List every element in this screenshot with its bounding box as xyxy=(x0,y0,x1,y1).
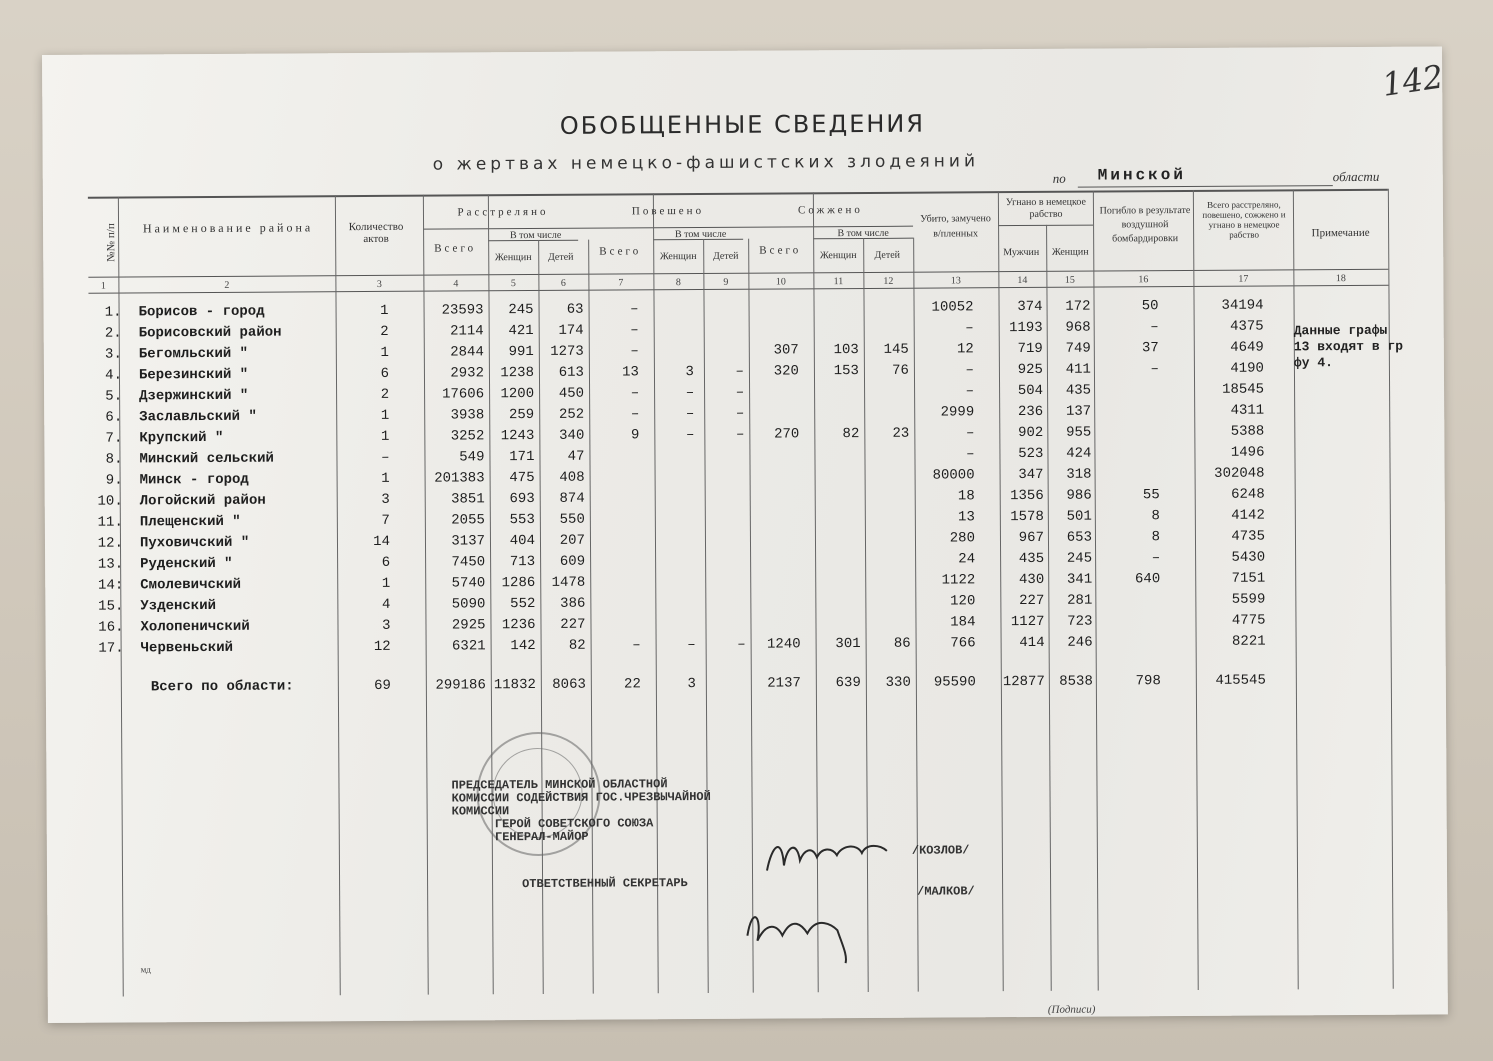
cell-b-total: 307 xyxy=(773,342,799,359)
cell-s-total: 3938 xyxy=(450,407,485,424)
column-number: 4 xyxy=(453,278,459,290)
oblast-prefix: по xyxy=(1052,170,1066,186)
secretary-title: ОТВЕТСТВЕННЫЙ СЕКРЕТАРЬ xyxy=(522,876,688,892)
column-number: 17 xyxy=(1238,273,1249,285)
cell-n: 5. xyxy=(105,388,123,405)
header-grand-total: Всего расстреляно, повешено, сожжено и угнано в немецкое рабство xyxy=(1202,199,1286,240)
column-number: 1 xyxy=(100,280,106,292)
cell-killed: 1122 xyxy=(941,572,976,589)
cell-women: 137 xyxy=(1065,403,1092,420)
cell-s-w: 1200 xyxy=(500,386,535,403)
header-killed: Убито, замучено в/пленных xyxy=(920,213,991,240)
cell-total: 302048 xyxy=(1214,465,1265,482)
cell-killed: 24 xyxy=(958,551,976,568)
cell-women: 411 xyxy=(1065,361,1091,378)
cell-women: 281 xyxy=(1067,592,1093,609)
cell-total: 5388 xyxy=(1230,423,1265,440)
cell-women: 246 xyxy=(1067,634,1093,651)
column-number: 10 xyxy=(775,276,786,288)
cell-n: 12. xyxy=(97,535,124,552)
cell-men: 374 xyxy=(1017,298,1043,316)
cell-h-c: – xyxy=(735,363,744,380)
column-number: 16 xyxy=(1138,274,1149,286)
cell-h-total: 13 xyxy=(622,364,639,381)
cell-s-c: 174 xyxy=(558,322,584,339)
cell-women: 986 xyxy=(1066,487,1092,504)
cell-total: 7151 xyxy=(1231,570,1266,587)
cell-killed: – xyxy=(965,425,975,442)
total-b-c: 330 xyxy=(885,674,911,691)
cell-men: 236 xyxy=(1017,403,1044,421)
table-grid xyxy=(42,46,1442,55)
cell-name: Смолевичский xyxy=(140,576,242,594)
total-killed: 95590 xyxy=(933,674,976,691)
cell-s-w: 1236 xyxy=(501,616,536,634)
cell-s-w: 404 xyxy=(509,532,536,550)
cell-women: 501 xyxy=(1066,508,1092,525)
cell-s-c: 386 xyxy=(560,595,586,612)
cell-s-total: 2114 xyxy=(450,323,484,340)
grid-column-line xyxy=(335,195,341,995)
cell-n: 4. xyxy=(105,367,123,384)
cell-name: Холопеничский xyxy=(140,618,250,636)
cell-n: 8. xyxy=(105,451,123,468)
cell-bomb: 50 xyxy=(1141,298,1159,315)
cell-men: 430 xyxy=(1018,571,1045,589)
header-hanged: Повешено xyxy=(631,204,705,218)
cell-s-total: 3252 xyxy=(450,428,485,445)
header-burned-incl: В том числе xyxy=(837,227,889,240)
chair-signature xyxy=(762,825,902,886)
header-men: Мужчин xyxy=(1003,246,1040,259)
cell-acts: 3 xyxy=(381,491,390,508)
cell-s-c: 609 xyxy=(559,553,586,570)
cell-name: Борисов - город xyxy=(138,303,265,321)
total-acts: 69 xyxy=(373,677,391,694)
cell-b-w: 82 xyxy=(842,426,860,443)
total-women: 8538 xyxy=(1059,673,1093,690)
cell-killed: 12 xyxy=(956,341,974,358)
cell-s-total: 2932 xyxy=(450,365,485,382)
cell-b-c: 145 xyxy=(883,341,909,358)
cell-s-c: 450 xyxy=(558,385,585,402)
header-burned-total: Всего xyxy=(759,244,802,257)
cell-n: 10. xyxy=(97,493,123,510)
cell-bomb: 37 xyxy=(1141,340,1159,357)
cell-women: 955 xyxy=(1066,424,1092,441)
cell-b-c: 86 xyxy=(893,635,911,652)
cell-total: 5599 xyxy=(1231,591,1266,608)
column-number: 18 xyxy=(1335,273,1346,285)
total-s-total: 299186 xyxy=(435,677,486,694)
signatures-caption: (Подписи) xyxy=(1047,1003,1096,1016)
cell-h-total: – xyxy=(632,637,641,654)
cell-total: 4311 xyxy=(1230,402,1265,419)
cell-total: 4142 xyxy=(1231,507,1265,524)
cell-total: 4775 xyxy=(1231,612,1266,629)
cell-killed: 80000 xyxy=(932,467,975,484)
cell-killed: 766 xyxy=(950,635,976,652)
cell-men: 523 xyxy=(1018,445,1044,463)
cell-s-w: 553 xyxy=(509,511,535,529)
cell-h-total: – xyxy=(630,406,640,423)
cell-total: 6248 xyxy=(1231,486,1265,503)
cell-s-c: 1478 xyxy=(551,574,586,591)
cell-s-w: 1238 xyxy=(500,365,535,382)
cell-s-w: 171 xyxy=(509,448,535,466)
cell-men: 925 xyxy=(1017,361,1043,379)
cell-h-w: 3 xyxy=(685,364,694,381)
cell-s-w: 475 xyxy=(509,469,535,487)
grid-column-line xyxy=(653,193,659,993)
cell-bomb: 55 xyxy=(1142,487,1160,504)
oblast-value: Минской xyxy=(1097,166,1187,185)
column-number: 7 xyxy=(618,277,624,289)
column-number: 15 xyxy=(1064,274,1075,286)
document-sheet xyxy=(42,46,1448,1023)
cell-men: 967 xyxy=(1018,529,1045,547)
cell-total: 4649 xyxy=(1230,339,1264,356)
cell-s-w: 1286 xyxy=(501,574,536,592)
cell-s-w: 991 xyxy=(508,344,534,361)
cell-s-c: 1273 xyxy=(550,343,584,360)
cell-n: 1. xyxy=(104,304,122,321)
cell-s-total: 6321 xyxy=(451,638,486,655)
total-b-total: 2137 xyxy=(767,675,801,692)
cell-name: Дзержинский " xyxy=(139,387,249,405)
cell-acts: 1 xyxy=(380,302,389,319)
cell-women: 318 xyxy=(1066,466,1092,483)
cell-bomb: 8 xyxy=(1151,529,1161,546)
cell-name: Березинский " xyxy=(138,366,249,384)
cell-s-c: 340 xyxy=(559,427,585,444)
cell-acts: 1 xyxy=(380,407,390,424)
total-h-w: 3 xyxy=(687,676,696,693)
column-number: 3 xyxy=(376,278,382,290)
cell-s-c: 874 xyxy=(559,490,585,507)
cell-killed: 184 xyxy=(950,614,976,631)
cell-b-total: 320 xyxy=(773,363,799,380)
cell-b-w: 153 xyxy=(833,363,859,380)
cell-women: 341 xyxy=(1066,571,1093,588)
cell-name: Руденский " xyxy=(140,555,233,573)
cell-name: Заславльский " xyxy=(139,408,257,426)
grid-column-line xyxy=(1388,189,1394,989)
cell-bomb: – xyxy=(1150,361,1159,378)
cell-acts: 2 xyxy=(380,386,390,403)
cell-women: 653 xyxy=(1066,529,1093,546)
cell-killed: – xyxy=(965,320,974,337)
cell-name: Бегомльский " xyxy=(138,345,249,363)
header-burned-women: Женщин xyxy=(819,250,857,262)
cell-name: Крупский " xyxy=(139,429,224,447)
header-hanged-children: Детей xyxy=(712,250,739,262)
header-burned-children: Детей xyxy=(874,249,901,261)
cell-h-c: – xyxy=(735,426,745,443)
cell-acts: 6 xyxy=(381,554,391,571)
cell-s-w: 552 xyxy=(510,595,536,613)
cell-name: Борисовский район xyxy=(138,324,282,342)
header-shot-children: Детей xyxy=(547,251,574,263)
cell-h-w: – xyxy=(685,427,695,444)
cell-women: 749 xyxy=(1065,340,1091,357)
cell-n: 11. xyxy=(97,514,123,531)
cell-h-total: 9 xyxy=(630,427,640,444)
cell-total: 5430 xyxy=(1231,549,1266,566)
column-number: 14 xyxy=(1017,274,1028,287)
cell-acts: – xyxy=(381,449,390,466)
cell-s-w: 713 xyxy=(509,553,536,571)
total-bomb: 798 xyxy=(1135,673,1161,690)
cell-s-total: 201383 xyxy=(434,470,485,487)
cell-s-w: 421 xyxy=(508,323,534,340)
cell-men: 1356 xyxy=(1010,487,1044,505)
cell-s-c: 207 xyxy=(559,532,586,549)
header-burned: Сожжено xyxy=(797,203,863,217)
cell-men: 435 xyxy=(1018,550,1045,568)
header-deported: Угнано в немецкое рабство xyxy=(1005,196,1086,220)
cell-killed: 120 xyxy=(950,593,976,610)
cell-killed: 10052 xyxy=(931,299,974,316)
header-num: №№ п/п xyxy=(105,223,118,262)
cell-b-total: 1240 xyxy=(766,636,801,653)
cell-b-total: 270 xyxy=(774,426,800,443)
cell-killed: – xyxy=(965,383,975,400)
cell-h-w: – xyxy=(687,637,696,654)
cell-men: 719 xyxy=(1017,340,1043,358)
cell-women: 424 xyxy=(1066,445,1092,462)
cell-s-total: 17606 xyxy=(442,386,485,403)
cell-s-w: 142 xyxy=(510,637,536,655)
cell-s-total: 7450 xyxy=(451,554,486,571)
cell-bomb: – xyxy=(1151,550,1161,567)
grid-column-line xyxy=(1293,189,1299,989)
cell-s-c: 82 xyxy=(568,637,586,654)
column-number: 12 xyxy=(883,275,894,287)
cell-s-total: 23593 xyxy=(441,302,484,319)
cell-men: 227 xyxy=(1019,592,1045,610)
header-shot-incl: В том числе xyxy=(509,229,562,242)
column-number: 9 xyxy=(723,276,729,288)
cell-s-total: 2925 xyxy=(451,617,486,634)
header-shot-total: Всего xyxy=(434,242,477,255)
cell-h-c: – xyxy=(735,384,745,401)
cell-s-total: 3851 xyxy=(451,491,485,508)
total-total: 415545 xyxy=(1215,672,1266,689)
cell-name: Плещенский " xyxy=(139,513,241,531)
cell-acts: 7 xyxy=(381,512,390,529)
cell-s-c: 63 xyxy=(566,301,584,318)
cell-s-w: 1243 xyxy=(500,427,535,445)
oblast-suffix: области xyxy=(1332,168,1380,185)
header-shot: Расстреляно xyxy=(457,205,549,219)
cell-men: 414 xyxy=(1019,634,1045,652)
cell-total: 4190 xyxy=(1230,360,1264,377)
header-shot-women: Женщин xyxy=(494,252,532,264)
cell-name: Узденский xyxy=(140,597,217,615)
total-s-c: 8063 xyxy=(552,676,586,693)
cell-bomb: 8 xyxy=(1151,508,1160,525)
cell-killed: – xyxy=(965,362,974,379)
cell-s-total: 5090 xyxy=(451,596,486,613)
column-number: 2 xyxy=(224,279,230,291)
cell-acts: 12 xyxy=(373,638,391,655)
cell-total: 4375 xyxy=(1230,318,1264,335)
cell-women: 172 xyxy=(1065,298,1091,315)
cell-bomb: 640 xyxy=(1134,571,1161,588)
cell-h-w: – xyxy=(685,406,695,423)
cell-men: 1193 xyxy=(1009,319,1043,337)
cell-b-w: 103 xyxy=(833,342,859,359)
cell-men: 1578 xyxy=(1010,508,1044,526)
total-s-w: 11832 xyxy=(493,676,536,694)
cell-killed: 2999 xyxy=(940,404,975,421)
total-h-total: 22 xyxy=(623,676,641,693)
cell-women: 968 xyxy=(1065,319,1091,336)
total-label: Всего по области: xyxy=(150,678,294,696)
column-number: 6 xyxy=(560,277,566,289)
column-number: 8 xyxy=(675,277,681,289)
cell-n: 2. xyxy=(104,325,122,342)
cell-h-total: – xyxy=(630,301,639,318)
cell-b-w: 301 xyxy=(835,636,861,653)
document-subtitle: о жертвах немецко-фашистских злодеяний xyxy=(432,151,980,175)
cell-name: Пуховичский " xyxy=(139,534,250,552)
cell-name: Червеньский xyxy=(140,639,234,657)
corner-initials: мд xyxy=(140,964,151,975)
cell-s-total: 549 xyxy=(459,449,485,466)
column-number: 13 xyxy=(950,275,961,287)
cell-n: 14: xyxy=(97,577,124,594)
header-district: Наименование района xyxy=(142,220,314,236)
header-hanged-incl: В том числе xyxy=(674,228,727,241)
cell-men: 902 xyxy=(1018,424,1044,442)
page-number: 142 xyxy=(1379,57,1446,104)
header-bombing: Погибло в результате воздушной бомбардировки xyxy=(1099,204,1191,245)
cell-total: 8221 xyxy=(1231,633,1266,650)
cell-acts: 2 xyxy=(380,323,389,340)
cell-s-c: 47 xyxy=(567,448,585,465)
document-title: ОБОБЩЕННЫЕ СВЕДЕНИЯ xyxy=(559,109,926,140)
cell-h-c: – xyxy=(735,405,745,422)
header-acts: Количество актов xyxy=(348,220,404,246)
cell-b-c: 23 xyxy=(892,425,910,442)
cell-acts: 1 xyxy=(381,470,390,487)
cell-n: 7. xyxy=(105,430,123,447)
cell-women: 723 xyxy=(1067,613,1093,630)
cell-acts: 4 xyxy=(381,596,391,613)
cell-s-w: 693 xyxy=(509,490,535,508)
total-b-w: 639 xyxy=(835,675,861,692)
cell-s-total: 3137 xyxy=(451,533,486,550)
cell-bomb: – xyxy=(1150,319,1159,336)
column-number: 5 xyxy=(510,278,516,290)
cell-name: Минск - город xyxy=(139,471,249,489)
total-men: 12877 xyxy=(1002,673,1045,691)
cell-killed: 18 xyxy=(957,488,975,505)
chair-name: /КОЗЛОВ/ xyxy=(911,843,970,858)
cell-name: Логойский район xyxy=(139,492,266,510)
cell-n: 6. xyxy=(105,409,123,426)
cell-n: 15. xyxy=(98,598,124,615)
header-hanged-women: Женщин xyxy=(659,251,697,263)
cell-women: 435 xyxy=(1065,382,1092,399)
header-hanged-total: Всего xyxy=(599,245,642,258)
cell-h-c: – xyxy=(737,636,746,653)
column-number: 11 xyxy=(833,276,844,288)
header-remark: Примечание xyxy=(1311,226,1370,240)
cell-h-total: – xyxy=(630,322,639,339)
cell-s-total: 2055 xyxy=(451,512,485,529)
cell-acts: 1 xyxy=(380,344,389,361)
cell-total: 4735 xyxy=(1231,528,1266,545)
cell-total: 34194 xyxy=(1221,297,1264,314)
chair-title: ПРЕДСЕДАТЕЛЬ МИНСКОЙ ОБЛАСТНОЙ КОМИССИИ СОДЕЙСТВИЯ ГОС.ЧРЕЗВЫЧАЙНОЙ КОМИССИИ ГЕРОЙ СОВЕТСКОГО СОЮЗА ГЕНЕРАЛ-МАЙОР xyxy=(451,777,711,845)
cell-acts: 6 xyxy=(380,365,390,382)
cell-total: 1496 xyxy=(1230,444,1265,461)
cell-s-c: 227 xyxy=(560,616,586,633)
cell-h-w: – xyxy=(685,385,695,402)
cell-acts: 3 xyxy=(382,617,391,634)
cell-n: 16. xyxy=(98,619,124,636)
cell-h-total: – xyxy=(630,343,639,360)
cell-s-c: 550 xyxy=(559,511,585,528)
secretary-signature xyxy=(737,885,867,966)
cell-n: 17. xyxy=(98,640,124,657)
cell-acts: 1 xyxy=(381,575,391,592)
header-women-deported: Женщин xyxy=(1051,246,1089,258)
cell-men: 504 xyxy=(1017,382,1044,400)
cell-men: 1127 xyxy=(1010,613,1045,631)
cell-b-c: 76 xyxy=(892,362,909,379)
cell-acts: 14 xyxy=(373,533,391,550)
cell-killed: 280 xyxy=(949,530,976,547)
cell-s-total: 5740 xyxy=(451,575,486,592)
cell-women: 245 xyxy=(1066,550,1093,567)
cell-men: 347 xyxy=(1018,466,1044,484)
cell-s-w: 259 xyxy=(508,407,535,424)
cell-n: 3. xyxy=(104,346,122,363)
cell-h-total: – xyxy=(630,385,640,402)
cell-s-total: 2844 xyxy=(450,344,484,361)
cell-s-c: 613 xyxy=(558,364,584,381)
cell-total: 18545 xyxy=(1222,381,1265,398)
grid-column-line xyxy=(703,239,709,993)
cell-killed: – xyxy=(966,446,975,463)
remark-note: Данные графы 13 входят в гр фу 4. xyxy=(1293,322,1404,371)
cell-n: 13. xyxy=(97,556,124,573)
cell-n: 9. xyxy=(105,472,123,489)
cell-s-c: 252 xyxy=(558,406,585,423)
cell-s-c: 408 xyxy=(559,469,585,486)
cell-acts: 1 xyxy=(380,428,390,445)
cell-s-w: 245 xyxy=(508,302,534,319)
oblast-line xyxy=(1052,166,1393,186)
cell-name: Минский сельский xyxy=(139,450,274,468)
secretary-name: /МАЛКОВ/ xyxy=(917,884,975,899)
cell-killed: 13 xyxy=(957,509,975,526)
